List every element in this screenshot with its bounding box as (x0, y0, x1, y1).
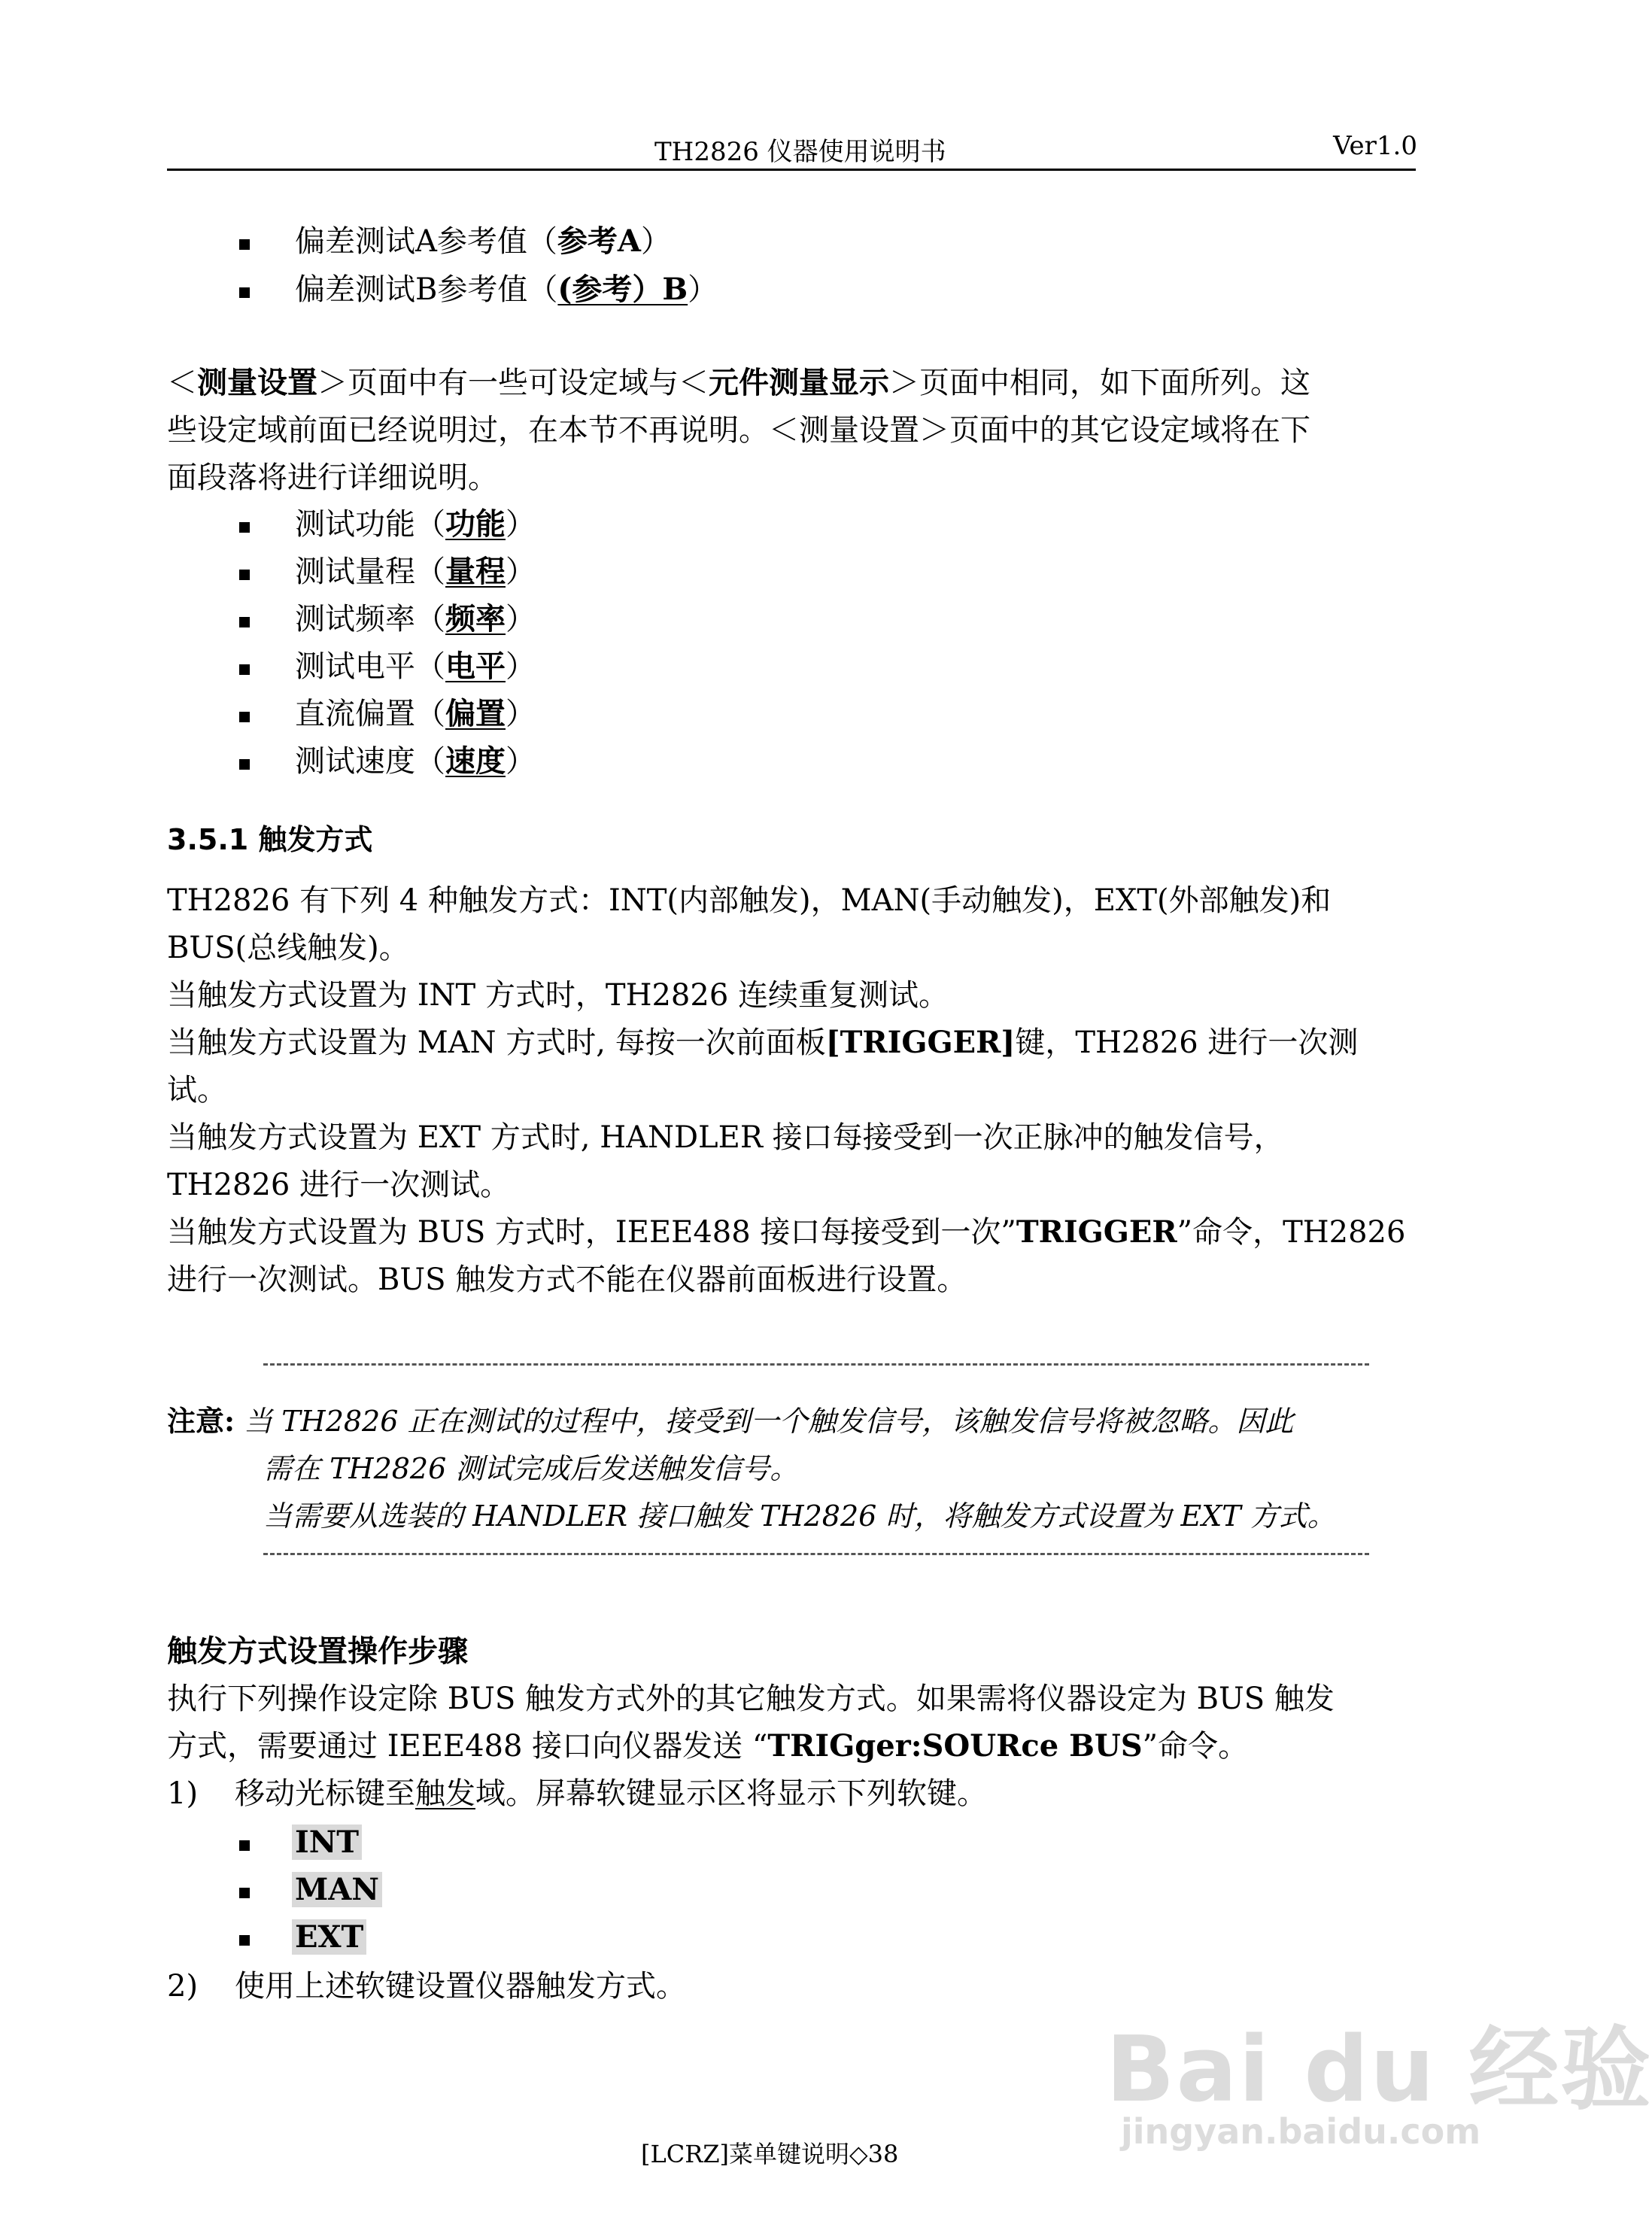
header-title: TH2826 仪器使用说明书 (654, 137, 946, 167)
baidu-watermark-logo: Bai du 经验 (1106, 2018, 1652, 2122)
item-close: ） (506, 697, 536, 731)
note-bottom-rule (263, 1553, 1369, 1555)
note-top-rule (263, 1363, 1369, 1366)
item-close: ） (506, 649, 536, 684)
item-link[interactable]: 偏置 (445, 696, 506, 731)
item-close: ） (506, 554, 536, 589)
step-1-number: 1) (167, 1776, 199, 1811)
section-seg: 当触发方式设置为 BUS 方式时，IEEE488 接口每接受到一次” (167, 1215, 1016, 1250)
bullet-icon (239, 1935, 250, 1946)
header-rule (167, 169, 1416, 171)
scpi-command: TRIGger:SOURce BUS (767, 1728, 1143, 1764)
note-line-3: 当需要从选装的 HANDLER 接口触发 TH2826 时，将触发方式设置为 EXT 方式。 (263, 1499, 1336, 1533)
item-text: 测试速度（ (295, 744, 445, 779)
softkey-label[interactable]: MAN (292, 1872, 382, 1907)
section-line: 进行一次测试。BUS 触发方式不能在仪器前面板进行设置。 (167, 1262, 967, 1297)
item-link[interactable]: 功能 (445, 506, 506, 542)
setting-item (295, 596, 536, 643)
softkey-label[interactable]: EXT (292, 1919, 366, 1955)
intro-seg: ＜ (167, 366, 197, 400)
softkey-int[interactable] (292, 1819, 362, 1866)
deviation-item (295, 266, 718, 313)
softkey-man[interactable] (292, 1867, 382, 1913)
procedure-seg: 方式，需要通过 IEEE488 接口向仪器发送 “ (167, 1729, 768, 1764)
section-line (167, 1209, 1405, 1256)
item-close: ） (506, 507, 536, 542)
section-line: BUS(总线触发)。 (167, 931, 409, 965)
intro-seg: ＞页面中相同，如下面所列。这 (889, 366, 1310, 400)
intro-bold-seg: 测量设置 (197, 365, 317, 400)
item-text: 偏差测试A参考值（ (295, 224, 557, 259)
setting-item (295, 548, 536, 595)
intro-line-2: 些设定域前面已经说明过，在本节不再说明。＜测量设置＞页面中的其它设定域将在下 (167, 413, 1310, 448)
intro-line-1 (167, 360, 1310, 406)
procedure-line (167, 1723, 1248, 1770)
section-line: 当触发方式设置为 EXT 方式时, HANDLER 接口每接受到一次正脉冲的触发信号， (167, 1120, 1284, 1155)
item-text: 测试量程（ (295, 554, 445, 589)
item-text: 直流偏置（ (295, 697, 445, 731)
bullet-icon (239, 712, 250, 722)
note-label: 注意: (167, 1404, 235, 1438)
bullet-icon (239, 664, 250, 675)
setting-item (295, 691, 536, 737)
setting-item (295, 643, 536, 690)
item-close: ） (640, 224, 671, 259)
step-2-number: 2) (167, 1969, 199, 2004)
note-line-1 (167, 1398, 1293, 1445)
item-text: 测试频率（ (295, 602, 445, 637)
bullet-icon (239, 522, 250, 533)
note-line-2: 需在 TH2826 测试完成后发送触发信号。 (263, 1452, 799, 1485)
item-text: 测试功能（ (295, 507, 445, 542)
bullet-icon (239, 1888, 250, 1898)
item-text: 测试电平（ (295, 649, 445, 684)
section-line (167, 1019, 1358, 1066)
trigger-key-label: [TRIGGER] (825, 1025, 1016, 1060)
bullet-icon (239, 1840, 250, 1851)
bullet-icon (239, 239, 250, 250)
section-line: TH2826 进行一次测试。 (167, 1168, 511, 1202)
item-close: ） (506, 602, 536, 637)
setting-item (295, 501, 536, 548)
note-text: 当 TH2826 正在测试的过程中，接受到一个触发信号，该触发信号将被忽略。因此 (244, 1405, 1294, 1438)
section-line: 试。 (167, 1073, 227, 1107)
item-close: ） (688, 272, 718, 307)
item-link[interactable]: 电平 (445, 649, 506, 684)
section-line: TH2826 有下列 4 种触发方式：INT(内部触发)，MAN(手动触发)，EXT(外部触发)和 (167, 883, 1332, 918)
item-link[interactable]: 量程 (445, 554, 506, 589)
baidu-watermark-url: jingyan.baidu.com (1121, 2111, 1481, 2152)
item-close: ） (506, 744, 536, 779)
item-link[interactable]: 参考A (557, 223, 641, 259)
section-heading: 3.5.1 触发方式 (167, 823, 373, 856)
bullet-icon (239, 570, 250, 580)
softkey-ext[interactable] (292, 1914, 366, 1961)
procedure-line: 执行下列操作设定除 BUS 触发方式外的其它触发方式。如果需将仪器设定为 BUS 触发 (167, 1682, 1335, 1716)
step-2: 使用上述软键设置仪器触发方式。 (235, 1969, 686, 2004)
section-line: 当触发方式设置为 INT 方式时，TH2826 连续重复测试。 (167, 978, 949, 1013)
item-link[interactable]: (参考）B (557, 272, 688, 307)
step-seg: 域。屏幕软键显示区将显示下列软键。 (475, 1776, 987, 1811)
intro-line-3: 面段落将进行详细说明。 (167, 460, 498, 495)
section-seg: 当触发方式设置为 MAN 方式时, 每按一次前面板 (167, 1025, 826, 1060)
procedure-seg: ”命令。 (1142, 1729, 1249, 1764)
page-footer: [LCRZ]菜单键说明◇38 (641, 2140, 899, 2168)
trigger-field-link[interactable]: 触发 (415, 1776, 475, 1811)
intro-bold-seg: 元件测量显示 (709, 365, 889, 400)
item-link[interactable]: 频率 (445, 601, 506, 637)
bullet-icon (239, 287, 250, 298)
softkey-label[interactable]: INT (292, 1825, 362, 1860)
step-1 (235, 1770, 987, 1817)
bullet-icon (239, 617, 250, 627)
header-version: Ver1.0 (1333, 131, 1417, 161)
deviation-item (295, 218, 671, 265)
section-seg: ”命令，TH2826 (1177, 1215, 1406, 1250)
procedure-heading: 触发方式设置操作步骤 (167, 1633, 468, 1669)
step-seg: 移动光标键至 (235, 1776, 415, 1811)
item-text: 偏差测试B参考值（ (295, 272, 558, 307)
item-link[interactable]: 速度 (445, 743, 506, 779)
bullet-icon (239, 759, 250, 770)
intro-seg: ＞页面中有一些可设定域与＜ (317, 366, 709, 400)
section-seg: 键，TH2826 进行一次测 (1015, 1025, 1359, 1060)
setting-item (295, 738, 536, 785)
trigger-command: TRIGGER (1016, 1214, 1177, 1250)
